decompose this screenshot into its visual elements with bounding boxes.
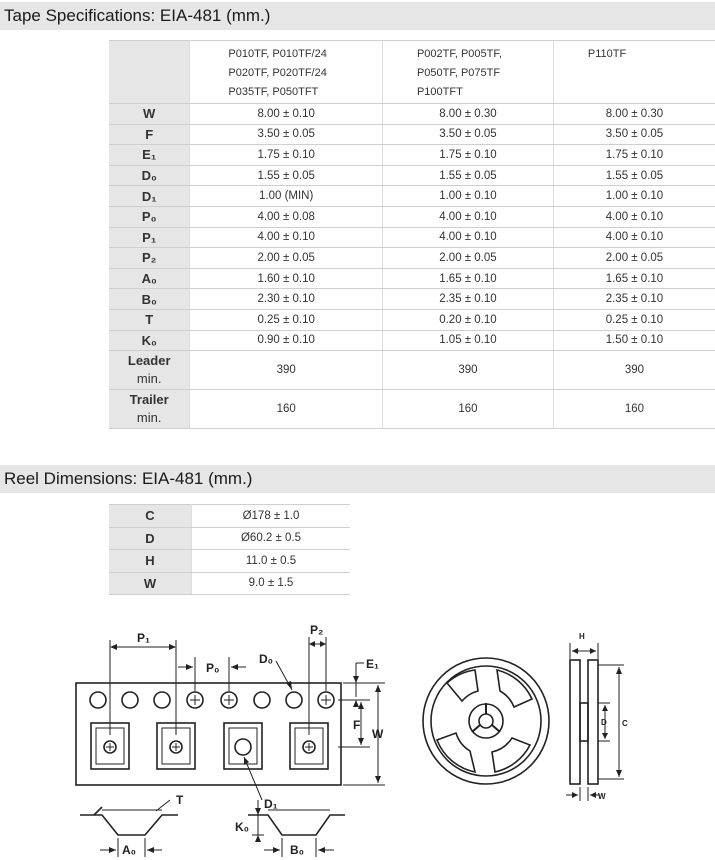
table-cell: 4.00 ± 0.08 (190, 206, 383, 227)
label-b0: B₀ (290, 843, 305, 857)
row-label: W (109, 572, 192, 595)
row-label: C (109, 505, 192, 528)
row-label: D (109, 527, 192, 550)
label-reel-w: W (598, 792, 606, 801)
column-header-line: P020TF, P020TF/24 (228, 67, 327, 79)
table-row (109, 104, 715, 125)
column-header-line: P050TF, P075TF (416, 67, 501, 79)
label-p2: P₂ (310, 623, 324, 637)
column-header-line: P100TFT (416, 86, 463, 98)
label-p1: P₁ (137, 631, 150, 645)
table-cell: 8.00 ± 0.30 (553, 104, 715, 125)
row-label-line: Leader (127, 353, 171, 369)
tape-spec-table (109, 40, 715, 429)
row-label: F (109, 124, 190, 145)
label-a0: A₀ (122, 843, 137, 857)
row-label (109, 351, 190, 390)
table-cell: 2.35 ± 0.10 (553, 289, 715, 310)
table-cell: 2.35 ± 0.10 (382, 289, 553, 310)
row-label: T (109, 309, 190, 330)
row-label-line: Trailer (129, 392, 169, 408)
column-header-line: P110TF (587, 48, 627, 60)
table-cell: Ø60.2 ± 0.5 (192, 527, 351, 550)
table-cell: 390 (382, 351, 553, 390)
table-row (109, 527, 350, 550)
table-cell: 1.05 ± 0.10 (382, 330, 553, 351)
reel-dim-table (109, 504, 350, 595)
table-row (109, 309, 715, 330)
row-label: H (109, 550, 192, 573)
table-row (109, 165, 715, 186)
table-row (109, 550, 350, 573)
table-cell: 1.50 ± 0.10 (553, 330, 715, 351)
table-cell: 1.00 (MIN) (190, 186, 383, 207)
column-header (382, 41, 553, 104)
table-cell: 0.90 ± 0.10 (190, 330, 383, 351)
label-reel-h: H (579, 632, 585, 641)
table-row (109, 145, 715, 166)
row-label: K₀ (109, 330, 190, 351)
table-cell: 0.25 ± 0.10 (190, 309, 383, 330)
label-reel-d: D (601, 718, 607, 727)
table-cell: 11.0 ± 0.5 (192, 550, 351, 573)
column-header-line: P035TF, P050TFT (228, 86, 319, 98)
reel-side-view (566, 643, 624, 801)
table-row (109, 206, 715, 227)
table-cell: 160 (553, 390, 715, 429)
table-cell: 1.00 ± 0.10 (382, 186, 553, 207)
table-row (109, 351, 715, 390)
table-row (109, 330, 715, 351)
table-cell: 8.00 ± 0.30 (382, 104, 553, 125)
table-cell: 390 (553, 351, 715, 390)
table-cell: 8.00 ± 0.10 (190, 104, 383, 125)
table-cell: 1.55 ± 0.05 (553, 165, 715, 186)
row-label: B₀ (109, 289, 190, 310)
label-reel-c: C (622, 719, 628, 728)
table-cell: 0.20 ± 0.10 (382, 309, 553, 330)
table-cell: 4.00 ± 0.10 (382, 206, 553, 227)
column-header-line: P010TF, P010TF/24 (228, 48, 327, 60)
reel-dim-heading: Reel Dimensions: EIA-481 (mm.) (0, 465, 715, 493)
table-cell: 3.50 ± 0.05 (553, 124, 715, 145)
table-cell: 4.00 ± 0.10 (553, 206, 715, 227)
table-row (109, 390, 715, 429)
table-cell: 2.00 ± 0.05 (553, 248, 715, 269)
table-cell: 0.25 ± 0.10 (553, 309, 715, 330)
table-cell: 4.00 ± 0.10 (553, 227, 715, 248)
table-cell: 390 (190, 351, 383, 390)
row-label (109, 390, 190, 429)
table-row (109, 289, 715, 310)
table-cell: 1.75 ± 0.10 (190, 145, 383, 166)
row-label: W (109, 104, 190, 125)
row-label: P₂ (109, 248, 190, 269)
row-label: P₁ (109, 227, 190, 248)
table-cell: 1.60 ± 0.10 (190, 268, 383, 289)
table-cell: 4.00 ± 0.10 (382, 227, 553, 248)
table-cell: 1.00 ± 0.10 (553, 186, 715, 207)
table-corner (109, 41, 190, 104)
table-cell: 1.75 ± 0.10 (553, 145, 715, 166)
sprocket-holes (90, 692, 334, 708)
label-d1: D₁ (264, 797, 278, 811)
pocket-cross-sections (80, 800, 345, 857)
label-t: T (176, 793, 184, 807)
row-label: E₁ (109, 145, 190, 166)
row-label: A₀ (109, 268, 190, 289)
table-row (109, 186, 715, 207)
tape-reel-diagram (0, 595, 715, 860)
column-header (190, 41, 383, 104)
label-d0: D₀ (259, 652, 274, 666)
row-label-line: min. (136, 410, 162, 426)
column-header (553, 41, 715, 104)
column-header-line: P002TF, P005TF, (416, 48, 502, 60)
label-p0: P₀ (206, 661, 220, 675)
table-row (109, 505, 350, 528)
table-cell: 160 (190, 390, 383, 429)
table-cell: Ø178 ± 1.0 (192, 505, 351, 528)
table-row (109, 124, 715, 145)
table-row (109, 227, 715, 248)
table-cell: 2.00 ± 0.05 (190, 248, 383, 269)
table-cell: 1.55 ± 0.05 (382, 165, 553, 186)
tape-spec-heading: Tape Specifications: EIA-481 (mm.) (0, 2, 715, 30)
label-w: W (372, 727, 384, 741)
table-cell: 160 (382, 390, 553, 429)
row-label-line: min. (136, 371, 162, 387)
table-cell: 1.65 ± 0.10 (553, 268, 715, 289)
table-cell: 1.65 ± 0.10 (382, 268, 553, 289)
table-cell: 3.50 ± 0.05 (190, 124, 383, 145)
table-cell: 3.50 ± 0.05 (382, 124, 553, 145)
table-cell: 2.30 ± 0.10 (190, 289, 383, 310)
table-row (109, 248, 715, 269)
label-e1: E₁ (366, 657, 379, 671)
table-cell: 4.00 ± 0.10 (190, 227, 383, 248)
component-pockets (91, 723, 328, 769)
table-cell: 2.00 ± 0.05 (382, 248, 553, 269)
table-cell: 1.55 ± 0.05 (190, 165, 383, 186)
reel-front-view (423, 658, 549, 784)
label-k0: K₀ (235, 820, 250, 834)
row-label: P₀ (109, 206, 190, 227)
table-row (109, 268, 715, 289)
row-label: D₁ (109, 186, 190, 207)
row-label: D₀ (109, 165, 190, 186)
table-cell: 1.75 ± 0.10 (382, 145, 553, 166)
table-row (109, 572, 350, 595)
label-f: F (353, 718, 361, 732)
table-cell: 9.0 ± 1.5 (192, 572, 351, 595)
